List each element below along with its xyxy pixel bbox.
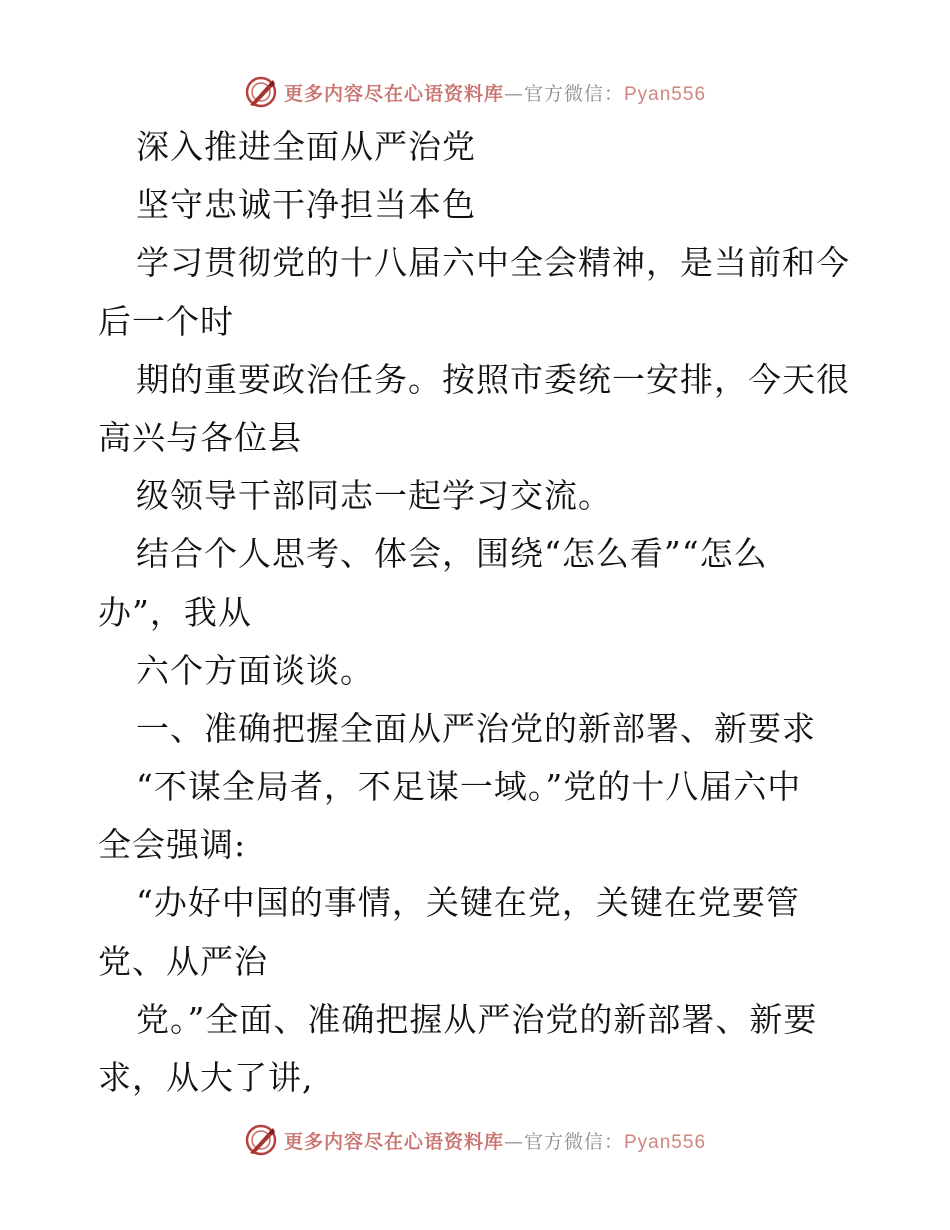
text-line: 坚守忠诚干净担当本色 — [136, 185, 476, 225]
watermark-site: 更多内容尽在心语资料库 — [283, 1130, 504, 1153]
watermark-separator: — — [503, 1130, 524, 1153]
document-body — [98, 118, 858, 1107]
text-line: “办好中国的事情，关键在党，关键在党要管 — [136, 883, 800, 923]
watermark-site: 更多内容尽在心语资料库 — [283, 82, 504, 105]
watermark-label: 官方微信： — [523, 1130, 624, 1153]
watermark-label: 官方微信： — [523, 82, 624, 105]
watermark-separator: — — [503, 82, 524, 105]
watermark-text — [284, 1127, 706, 1154]
text-line: 学习贯彻党的十八届六中全会精神，是当前和今 — [136, 243, 850, 283]
watermark-account: Pyan556 — [624, 1131, 707, 1153]
text-line: 求，从大了讲, — [98, 1058, 314, 1097]
pen-logo-icon — [244, 75, 278, 109]
footer-watermark — [0, 1120, 950, 1160]
watermark-text — [284, 79, 706, 106]
text-line: 全会强调: — [98, 825, 247, 865]
text-line: “不谋全局者，不足谋一域。”党的十八届六中 — [136, 767, 802, 807]
text-line: 党、从严治 — [98, 941, 268, 981]
text-line: 深入推进全面从严治党 — [136, 127, 476, 166]
header-watermark — [0, 72, 950, 112]
text-line: 高兴与各位县 — [98, 417, 302, 457]
text-line: 六个方面谈谈。 — [136, 650, 374, 690]
text-line: 级领导干部同志一起学习交流。 — [136, 476, 612, 516]
watermark-account: Pyan556 — [624, 83, 707, 105]
text-line: 一、准确把握全面从严治党的新部署、新要求 — [136, 708, 816, 748]
text-line: 期的重要政治任务。按照市委统一安排，今天很 — [136, 359, 850, 399]
text-line: 后一个时 — [98, 301, 234, 341]
text-line: 结合个人思考、体会，围绕“怎么看”“怎么 — [136, 534, 768, 574]
text-line: 党。”全面、准确把握从严治党的新部署、新要 — [136, 999, 818, 1039]
text-line: 办”，我从 — [98, 592, 252, 632]
pen-logo-icon — [244, 1123, 278, 1157]
